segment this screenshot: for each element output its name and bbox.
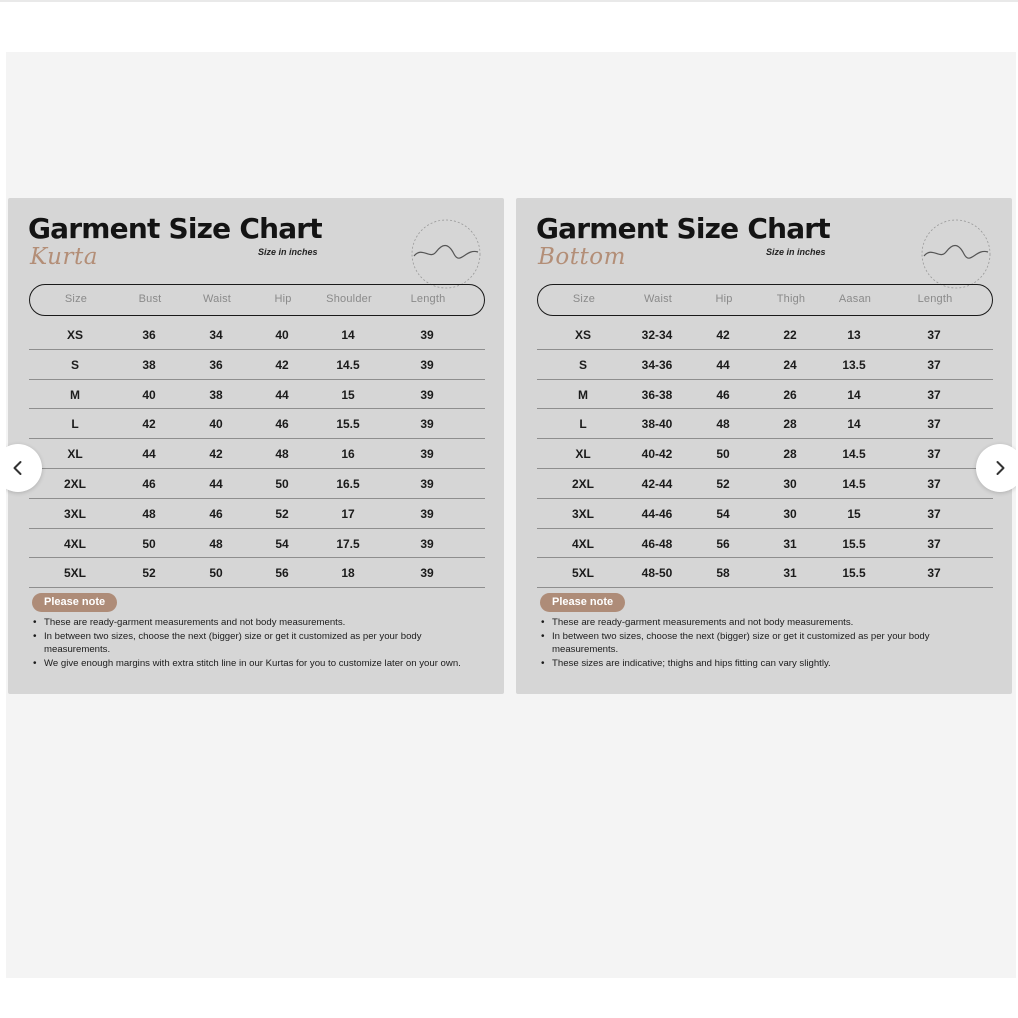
note-item: • These are ready-garment measurements and not body measurements.	[32, 616, 478, 630]
table-row	[29, 380, 485, 410]
table-cell: 48	[142, 506, 156, 521]
table-cell: 48	[275, 447, 289, 462]
column-header: Aasan	[838, 293, 872, 305]
table-row	[29, 320, 485, 350]
table-cell: 40	[209, 417, 223, 432]
table-cell: 37	[927, 476, 941, 491]
table-row	[537, 320, 993, 350]
table-cell: 37	[927, 536, 941, 551]
table-cell: 46	[716, 387, 730, 402]
table-row	[537, 439, 993, 469]
table-cell: 18	[341, 566, 355, 581]
table-cell: 17.5	[336, 536, 360, 551]
table-cell: 40	[275, 328, 289, 342]
table-cell: 2XL	[63, 476, 87, 491]
table-cell: 52	[716, 476, 730, 491]
column-header: Hip	[274, 293, 292, 305]
table-cell: 34-36	[641, 357, 673, 372]
table-cell: 31	[783, 536, 797, 551]
column-header: Length	[917, 293, 953, 305]
table-cell: 14	[847, 417, 861, 432]
size-unit: Size in inches	[258, 247, 318, 257]
table-cell: 48-50	[641, 566, 673, 581]
table-cell: 14	[341, 328, 355, 342]
please-note-badge: Please note	[32, 593, 117, 612]
table-cell: 24	[783, 357, 797, 372]
chart-subtitle: Kurta	[30, 244, 98, 270]
table-cell: 28	[783, 417, 797, 432]
size-chart-bottom	[516, 198, 1012, 694]
table-cell: 50	[142, 536, 156, 551]
column-header: Thigh	[776, 293, 806, 305]
table-row	[29, 439, 485, 469]
chevron-left-icon	[9, 459, 27, 477]
table-cell: 14.5	[842, 447, 866, 462]
table-cell: 39	[420, 447, 434, 462]
table-cell: 39	[420, 506, 434, 521]
table-cell: S	[578, 357, 588, 372]
table-row	[29, 409, 485, 439]
table-cell: 42	[716, 328, 730, 342]
table-cell: 42	[275, 357, 289, 372]
table-cell: 37	[927, 387, 941, 402]
table-cell: 39	[420, 357, 434, 372]
table-cell: 46-48	[641, 536, 673, 551]
notes-list	[540, 616, 986, 670]
column-header: Hip	[715, 293, 733, 305]
table-cell: 37	[927, 328, 941, 342]
table-cell: 13	[847, 328, 861, 342]
table-cell: 40	[142, 387, 156, 402]
table-cell: 36	[209, 357, 223, 372]
table-cell: 44	[275, 387, 289, 402]
table-cell: 15.5	[842, 566, 866, 581]
table-cell: 46	[275, 417, 289, 432]
table-cell: 5XL	[571, 566, 595, 581]
table-cell: 50	[209, 566, 223, 581]
table-header	[29, 284, 485, 316]
table-cell: XL	[575, 447, 591, 462]
image-gallery	[6, 52, 1016, 978]
table-cell: 17	[341, 506, 355, 521]
table-cell: 50	[716, 447, 730, 462]
note-item: • We give enough margins with extra stitch line in our Kurtas for you to customize later on your own.	[32, 657, 478, 671]
table-cell: 15	[341, 387, 355, 402]
table-row	[29, 558, 485, 588]
table-row	[29, 529, 485, 559]
table-cell: 4XL	[63, 536, 87, 551]
size-chart-kurta	[8, 198, 504, 694]
table-cell: XL	[67, 447, 83, 462]
table-cell: 37	[927, 447, 941, 462]
column-header: Waist	[643, 293, 673, 305]
table-cell: 38-40	[641, 417, 673, 432]
please-note-badge: Please note	[540, 593, 625, 612]
table-cell: 14.5	[336, 357, 360, 372]
column-header: Length	[410, 293, 446, 305]
note-item: • In between two sizes, choose the next (bigger) size or get it customized as per your body measurements.	[540, 630, 986, 657]
table-row	[537, 499, 993, 529]
table-cell: 36-38	[641, 387, 673, 402]
table-cell: 13.5	[842, 357, 866, 372]
table-cell: M	[578, 387, 588, 402]
table-cell: 30	[783, 476, 797, 491]
column-header: Bust	[138, 293, 162, 305]
table-cell: 14.5	[842, 476, 866, 491]
table-cell: 36	[142, 328, 156, 342]
column-header: Waist	[202, 293, 232, 305]
table-cell: 46	[142, 476, 156, 491]
table-cell: 58	[716, 566, 730, 581]
table-cell: 22	[783, 328, 797, 342]
table-cell: 44-46	[641, 506, 673, 521]
table-cell: 16	[341, 447, 355, 462]
column-header: Size	[572, 293, 596, 305]
table-cell: 56	[716, 536, 730, 551]
chart-subtitle: Bottom	[538, 244, 626, 270]
table-row	[537, 350, 993, 380]
table-row	[29, 469, 485, 499]
table-cell: S	[70, 357, 80, 372]
table-cell: 39	[420, 476, 434, 491]
table-cell: 38	[209, 387, 223, 402]
table-cell: 46	[209, 506, 223, 521]
note-item: • These sizes are indicative; thighs and hips fitting can vary slightly.	[540, 657, 986, 671]
table-cell: 44	[209, 476, 223, 491]
table-cell: 2XL	[571, 476, 595, 491]
table-cell: 42	[209, 447, 223, 462]
size-unit: Size in inches	[766, 247, 826, 257]
chart-title: Garment Size Chart	[28, 212, 322, 245]
table-cell: 52	[142, 566, 156, 581]
table-header	[537, 284, 993, 316]
table-cell: 54	[716, 506, 730, 521]
table-cell: 37	[927, 506, 941, 521]
table-cell: 30	[783, 506, 797, 521]
table-cell: 16.5	[336, 476, 360, 491]
column-header: Shoulder	[326, 293, 372, 305]
table-cell: 56	[275, 566, 289, 581]
table-cell: L	[579, 417, 587, 432]
table-row	[537, 409, 993, 439]
table-cell: 37	[927, 417, 941, 432]
table-cell: 39	[420, 566, 434, 581]
table-cell: 44	[142, 447, 156, 462]
notes-list	[32, 616, 478, 670]
table-cell: 39	[420, 536, 434, 551]
chart-title: Garment Size Chart	[536, 212, 830, 245]
table-cell: 39	[420, 417, 434, 432]
table-row	[537, 529, 993, 559]
table-cell: 37	[927, 566, 941, 581]
table-row	[537, 380, 993, 410]
table-row	[29, 350, 485, 380]
table-cell: 48	[716, 417, 730, 432]
table-cell: 15.5	[336, 417, 360, 432]
table-cell: 5XL	[63, 566, 87, 581]
column-header: Size	[64, 293, 88, 305]
table-cell: 26	[783, 387, 797, 402]
next-image-button[interactable]	[976, 444, 1016, 492]
chevron-right-icon	[991, 459, 1009, 477]
table-cell: M	[70, 387, 80, 402]
table-cell: 28	[783, 447, 797, 462]
table-cell: 4XL	[571, 536, 595, 551]
table-cell: 37	[927, 357, 941, 372]
top-divider	[0, 0, 1018, 2]
table-row	[29, 499, 485, 529]
table-cell: 32-34	[641, 328, 673, 342]
table-body	[537, 320, 993, 588]
table-cell: 39	[420, 387, 434, 402]
table-cell: 50	[275, 476, 289, 491]
table-cell: XS	[66, 328, 84, 342]
table-cell: XS	[574, 328, 592, 342]
table-cell: 3XL	[63, 506, 87, 521]
table-cell: L	[71, 417, 79, 432]
table-row	[537, 469, 993, 499]
table-cell: 48	[209, 536, 223, 551]
table-cell: 42-44	[641, 476, 673, 491]
table-row	[537, 558, 993, 588]
table-cell: 15.5	[842, 536, 866, 551]
table-cell: 38	[142, 357, 156, 372]
table-cell: 15	[847, 506, 861, 521]
table-cell: 52	[275, 506, 289, 521]
table-cell: 31	[783, 566, 797, 581]
table-cell: 34	[209, 328, 223, 342]
table-cell: 54	[275, 536, 289, 551]
table-cell: 40-42	[641, 447, 673, 462]
note-item: • In between two sizes, choose the next (bigger) size or get it customized as per your body measurements.	[32, 630, 478, 657]
table-cell: 3XL	[571, 506, 595, 521]
table-cell: 39	[420, 328, 434, 342]
table-body	[29, 320, 485, 588]
table-cell: 14	[847, 387, 861, 402]
note-item: • These are ready-garment measurements and not body measurements.	[540, 616, 986, 630]
table-cell: 44	[716, 357, 730, 372]
table-cell: 42	[142, 417, 156, 432]
